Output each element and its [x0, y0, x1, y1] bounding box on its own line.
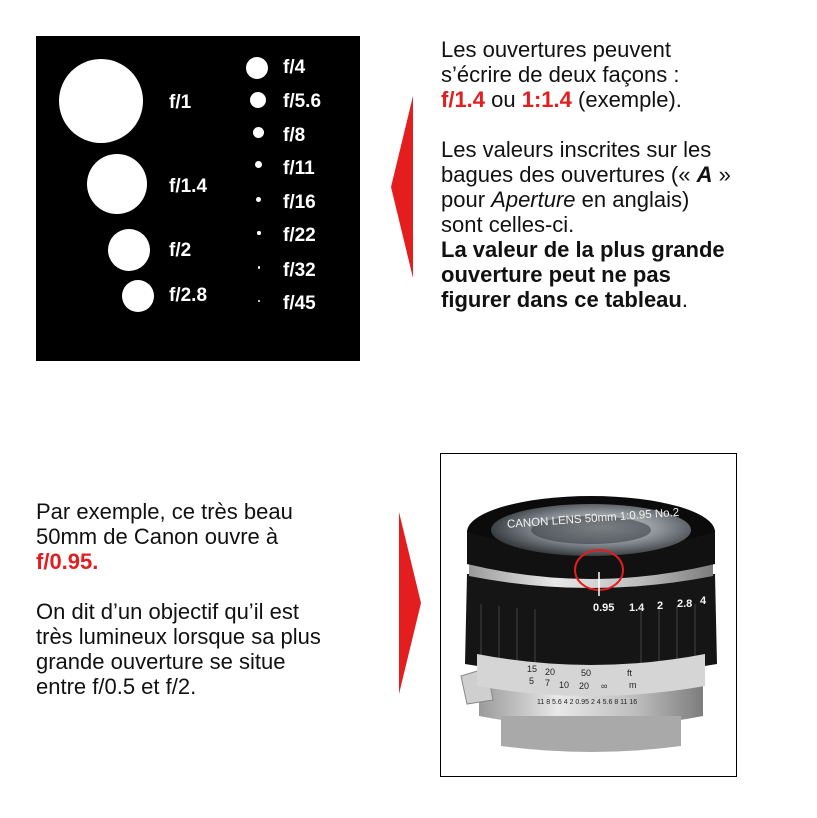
- aperture-scale-value: 4: [700, 595, 707, 607]
- text-line: Par exemple, ce très beau: [36, 499, 293, 524]
- text-fragment: (exemple).: [571, 87, 682, 112]
- distance-scale-value: 20: [545, 667, 556, 677]
- text-line: [441, 162, 811, 187]
- aperture-explanation: [441, 37, 811, 312]
- text-fragment: »: [712, 162, 731, 187]
- lens-photo: [440, 453, 737, 777]
- aperture-circle: [255, 161, 262, 168]
- distance-scale-value: m: [629, 680, 637, 690]
- text-fragment: ou: [485, 87, 522, 112]
- distance-scale-value: ft: [627, 668, 633, 678]
- distance-scale-value: 7: [545, 678, 551, 688]
- text-line: [441, 187, 811, 212]
- text-line: entre f/0.5 et f/2.: [36, 674, 197, 699]
- aperture-label: f/32: [283, 260, 316, 281]
- aperture-circle: [256, 197, 261, 202]
- text-line: Les ouvertures peuvent: [441, 37, 671, 62]
- text-line: grande ouverture se situe: [36, 649, 286, 674]
- aperture-label: f/2.8: [169, 285, 208, 306]
- aperture-scale-value: 1.4: [629, 602, 645, 614]
- distance-scale-value: 10: [559, 680, 570, 690]
- aperture-label: f/1: [169, 92, 192, 113]
- text-fragment: figurer dans ce tableau: [441, 287, 682, 312]
- dof-scale: 11 8 5.6 4 2 0.95 2 4 5.6 8 11 16: [537, 699, 638, 706]
- aperture-label: f/2: [169, 240, 192, 261]
- aperture-scale-value: 0.95: [593, 602, 615, 614]
- aperture-label: f/5.6: [283, 91, 322, 112]
- distance-scale-value: 5: [529, 676, 535, 686]
- text-fragment: .: [681, 287, 688, 312]
- aperture-circle: [258, 300, 260, 302]
- text-line: [441, 287, 811, 312]
- aperture-label: f/8: [283, 125, 306, 146]
- text-fragment: pour: [441, 187, 492, 212]
- aperture-circle: [59, 59, 143, 143]
- aperture-circle: [87, 154, 147, 214]
- distance-scale-value: 50: [581, 668, 592, 678]
- max-aperture-value: f/0.95.: [36, 549, 99, 574]
- aperture-label: f/4: [283, 57, 306, 78]
- aperture-scale-value: 2.8: [677, 598, 693, 610]
- aperture-circle: [122, 280, 154, 312]
- example-value: f/1.4: [441, 87, 486, 112]
- text-line: s’écrire de deux façons :: [441, 62, 680, 87]
- distance-scale-value: ∞: [601, 681, 608, 691]
- text-fragment: bagues des ouvertures («: [441, 162, 697, 187]
- aperture-circle: [257, 231, 261, 235]
- aperture-letter: A: [696, 162, 713, 187]
- text-line: très lumineux lorsque sa plus: [36, 624, 321, 649]
- aperture-label: f/45: [283, 293, 316, 314]
- aperture-label: f/22: [283, 225, 316, 246]
- aperture-circle: [108, 229, 150, 271]
- lens-explanation: [36, 499, 406, 699]
- arrow-left-icon: [391, 96, 415, 278]
- distance-scale-value: 20: [579, 681, 590, 691]
- aperture-word: Aperture: [491, 187, 576, 212]
- distance-scale-value: 15: [527, 664, 538, 674]
- text-line: ouverture peut ne pas: [441, 262, 671, 287]
- arrow-right-icon: [397, 512, 421, 694]
- text-fragment: en anglais): [575, 187, 690, 212]
- example-value: 1:1.4: [521, 87, 572, 112]
- text-line: sont celles-ci.: [441, 212, 575, 237]
- text-line: La valeur de la plus grande: [441, 237, 725, 262]
- text-line: Les valeurs inscrites sur les: [441, 137, 712, 162]
- aperture-chart: [36, 36, 360, 361]
- text-line: 50mm de Canon ouvre à: [36, 524, 279, 549]
- text-line: On dit d’un objectif qu’il est: [36, 599, 299, 624]
- text-line: [441, 87, 811, 112]
- canon-lens-illustration: [441, 454, 736, 776]
- aperture-label: f/1.4: [169, 176, 208, 197]
- aperture-scale-value: 2: [657, 600, 664, 612]
- aperture-circle: [246, 57, 268, 79]
- aperture-circle: [258, 266, 261, 269]
- lens-front-text: CANON LENS 50mm 1:0.95 No.2: [506, 506, 680, 531]
- aperture-label: f/11: [283, 158, 315, 179]
- aperture-label: f/16: [283, 192, 316, 213]
- aperture-circle: [253, 127, 264, 138]
- aperture-circle: [250, 92, 266, 108]
